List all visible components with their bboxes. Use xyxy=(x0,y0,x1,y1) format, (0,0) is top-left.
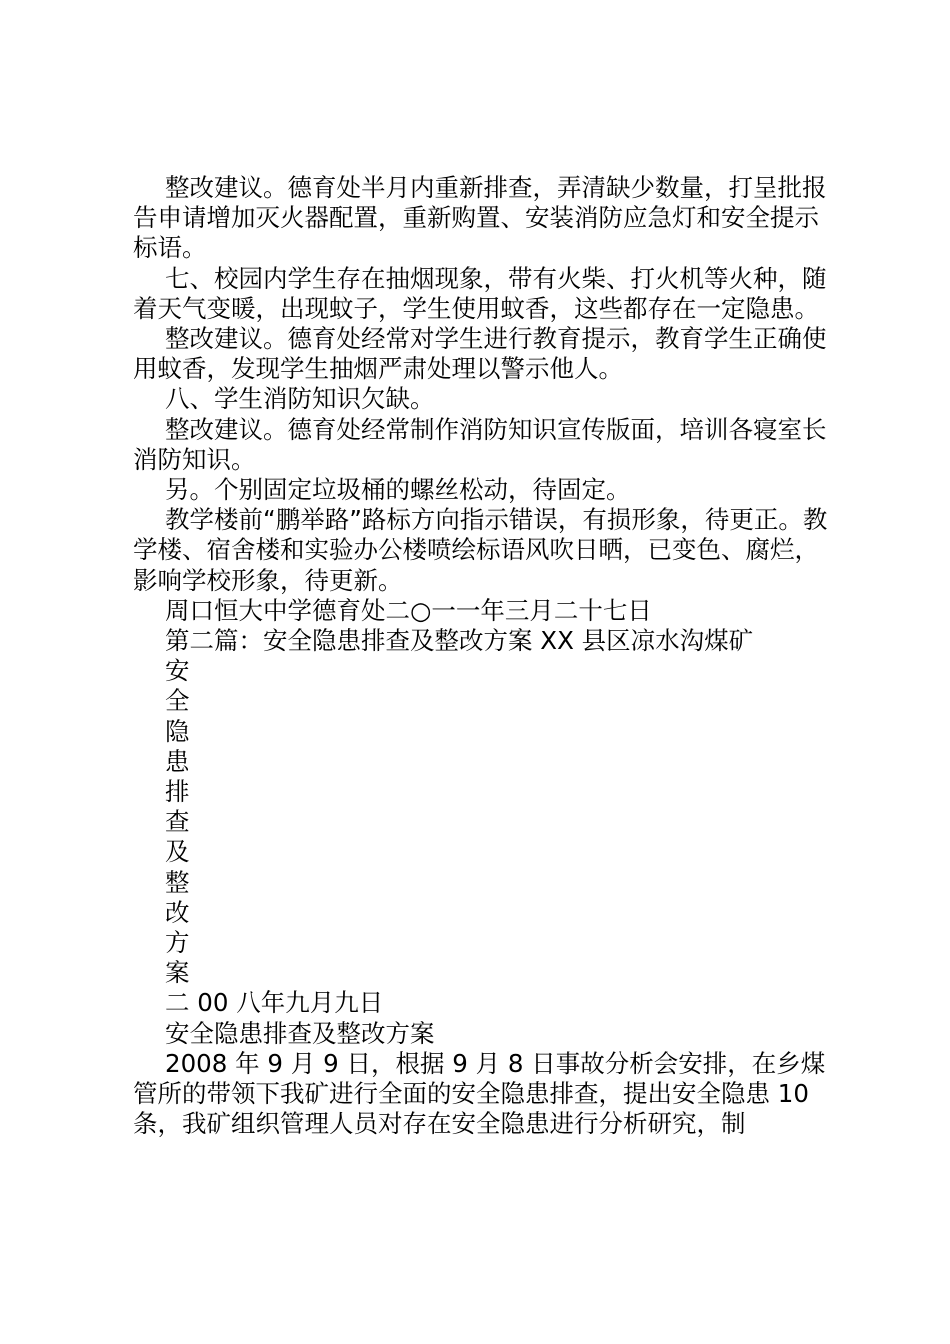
paragraph-item-seven: 七、校园内学生存在抽烟现象，带有火柴、打火机等火种，随着天气变暖，出现蚊子，学生使用蚊香，这些都存在一定隐患。 xyxy=(133,263,827,323)
vertical-title-char: 案 xyxy=(165,958,190,988)
paragraph-rectification-suggestion-2: 整改建议。德育处经常对学生进行教育提示，教育学生正确使用蚊香，发现学生抽烟严肃处理以警示他人。 xyxy=(133,324,827,384)
vertical-title-char: 排 xyxy=(165,777,190,806)
paragraph-rectification-suggestion-1: 整改建议。德育处半月内重新排查，弄清缺少数量，打呈批报告申请增加灭火器配置，重新购置、安装消防应急灯和安全提示标语。 xyxy=(133,173,827,263)
vertical-title-char: 方 xyxy=(165,927,190,957)
vertical-title-char: 安 xyxy=(165,656,190,686)
vertical-title-char: 全 xyxy=(165,686,190,716)
vertical-title-char: 查 xyxy=(165,807,190,837)
paragraph-second-article-title: 第二篇：安全隐患排查及整改方案 XX 县区凉水沟煤矿 xyxy=(165,626,754,656)
vertical-title-char: 患 xyxy=(165,746,190,776)
paragraph-rectification-suggestion-3: 整改建议。德育处经常制作消防知识宣传版面，培训各寝室长消防知识。 xyxy=(133,414,827,474)
vertical-title xyxy=(133,656,833,988)
paragraph-signage-issue: 教学楼前“鹏举路”路标方向指示错误，有损形象，待更正。教学楼、宿舍楼和实验办公楼喷绘标语风吹日晒，已变色、腐烂，影响学校形象，待更新。 xyxy=(133,505,828,595)
paragraph-item-eight: 八、学生消防知识欠缺。 xyxy=(165,384,435,414)
document-body xyxy=(133,173,833,1139)
vertical-title-char: 隐 xyxy=(165,716,190,746)
paragraph-plan-body: 2008 年 9 月 9 日，根据 9 月 8 日事故分析会安排，在乡煤管所的带领下我矿进行全面的安全隐患排查，提出安全隐患 10 条，我矿组织管理人员对存在安全隐患进行分析研究，制 xyxy=(133,1048,826,1139)
paragraph-plan-heading: 安全隐患排查及整改方案 xyxy=(165,1018,435,1048)
vertical-title-char: 整 xyxy=(165,867,190,897)
vertical-title-char: 及 xyxy=(165,837,190,867)
paragraph-signature-date: 周口恒大中学德育处二○一一年三月二十七日 xyxy=(165,595,652,625)
paragraph-plan-date: 二 00 八年九月九日 xyxy=(165,988,384,1018)
paragraph-additional-note: 另。个别固定垃圾桶的螺丝松动，待固定。 xyxy=(165,475,631,505)
vertical-title-char: 改 xyxy=(165,897,190,927)
